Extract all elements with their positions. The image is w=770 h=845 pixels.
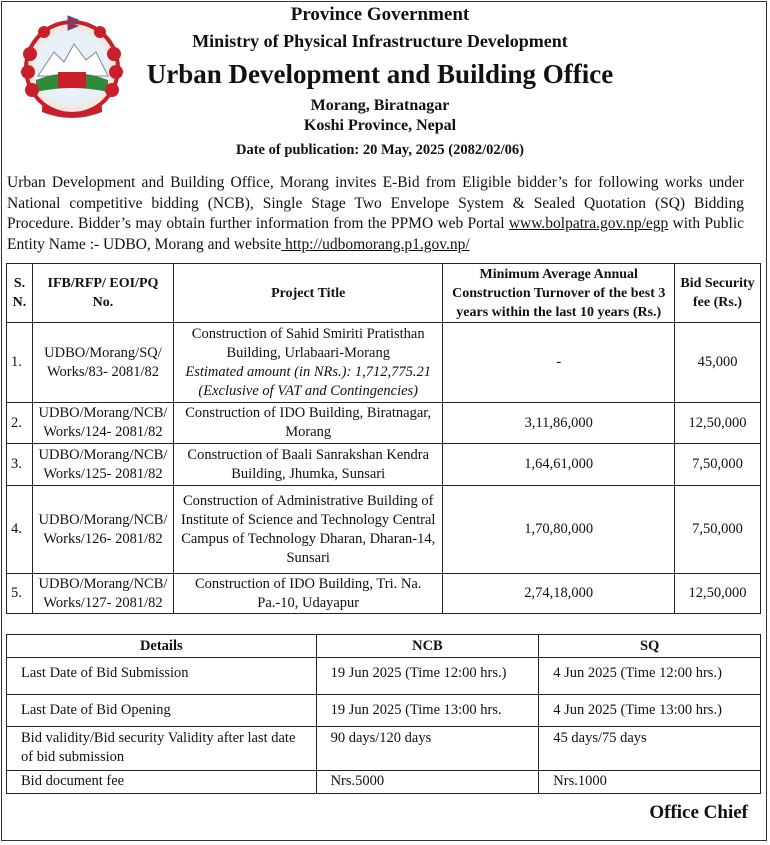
header-ifb: IFB/RFP/ EOI/PQ No. — [32, 264, 173, 323]
nepal-emblem — [14, 14, 130, 122]
details-table — [6, 634, 761, 794]
table-row: 4. UDBO/Morang/NCB/ Works/126- 2081/82 Construction of Administrative Building of Institute of Science and Technology Central Campus of Technology Dharan, Dharan-14, Sunsari 1,70,80,000 7,50,000 — [7, 486, 761, 574]
table-row: Last Date of Bid Opening 19 Jun 2025 (Time 13:00 hrs. 4 Jun 2025 (Time 13:00 hrs.) — [7, 695, 761, 727]
office-title: Urban Development and Building Office — [146, 59, 614, 89]
header-fee: Bid Security fee (Rs.) — [675, 264, 761, 323]
header-turnover: Minimum Average Annual Construction Turnover of the best 3 years within the last 10 years (Rs.) — [443, 264, 675, 323]
table-row: Last Date of Bid Submission 19 Jun 2025 (Time 12:00 hrs.) 4 Jun 2025 (Time 12:00 hrs.) — [7, 658, 761, 695]
works-table — [6, 263, 761, 614]
intro-paragraph: Urban Development and Building Office, Morang invites E-Bid from Eligible bidder’s for following works under National competitive bidding (NCB), Single Stage Two Envelope System & Sealed Quotation (SQ) Bidding Procedure. Bidder’s may obtain further information from the PPMO web Portal www.bolpatra.gov.np/egp with Public Entity Name :- UDBO, Morang and website http://udbomorang.p1.gov.np/ — [7, 174, 745, 253]
location-line-2: Koshi Province, Nepal — [303, 117, 457, 134]
office-chief-signature: Office Chief — [649, 802, 748, 823]
header-details: Details — [7, 635, 317, 658]
province-heading: Province Government — [290, 4, 470, 25]
table-row: 3. UDBO/Morang/NCB/ Works/125- 2081/82 Construction of Baali Sanrakshan Kendra Building, Jhumka, Sunsari 1,64,61,000 7,50,000 — [7, 444, 761, 486]
table-row: 1. UDBO/Morang/SQ/ Works/83- 2081/82 Construction of Sahid Smiriti Pratisthan Building, Urlabaari-Morang Estimated amount (in NRs.): 1,712,775.21 (Exclusive of VAT and Contingencies) - 45,000 — [7, 323, 761, 403]
header-title: Project Title — [173, 264, 442, 323]
website-link[interactable]: http://udbomorang.p1.gov.np/ — [281, 235, 470, 253]
bolpatra-link[interactable]: www.bolpatra.gov.np/egp — [508, 215, 669, 232]
details-header-row — [7, 635, 761, 658]
location-line-1: Morang, Biratnagar — [310, 97, 450, 114]
ministry-heading: Ministry of Physical Infrastructure Development — [192, 31, 568, 51]
table-row: 2. UDBO/Morang/NCB/ Works/124- 2081/82 Construction of IDO Building, Biratnagar, Morang 3,11,86,000 12,50,000 — [7, 403, 761, 444]
estimated-amount: Estimated amount (in NRs.): 1,712,775.21 (Exclusive of VAT and Contingencies) — [185, 363, 432, 399]
header-ncb: NCB — [316, 635, 539, 658]
publication-date: Date of publication: 20 May, 2025 (2082/02/06) — [236, 142, 524, 158]
table-row: Bid validity/Bid security Validity after last date of bid submission 90 days/120 days 45 days/75 days — [7, 727, 761, 771]
works-header-row — [7, 264, 761, 323]
table-row: 5. UDBO/Morang/NCB/ Works/127- 2081/82 Construction of IDO Building, Tri. Na. Pa.-10, Udayapur 2,74,18,000 12,50,000 — [7, 574, 761, 614]
table-row: Bid document fee Nrs.5000 Nrs.1000 — [7, 771, 761, 794]
header-sq: SQ — [539, 635, 761, 658]
header-sn: S. N. — [7, 264, 33, 323]
